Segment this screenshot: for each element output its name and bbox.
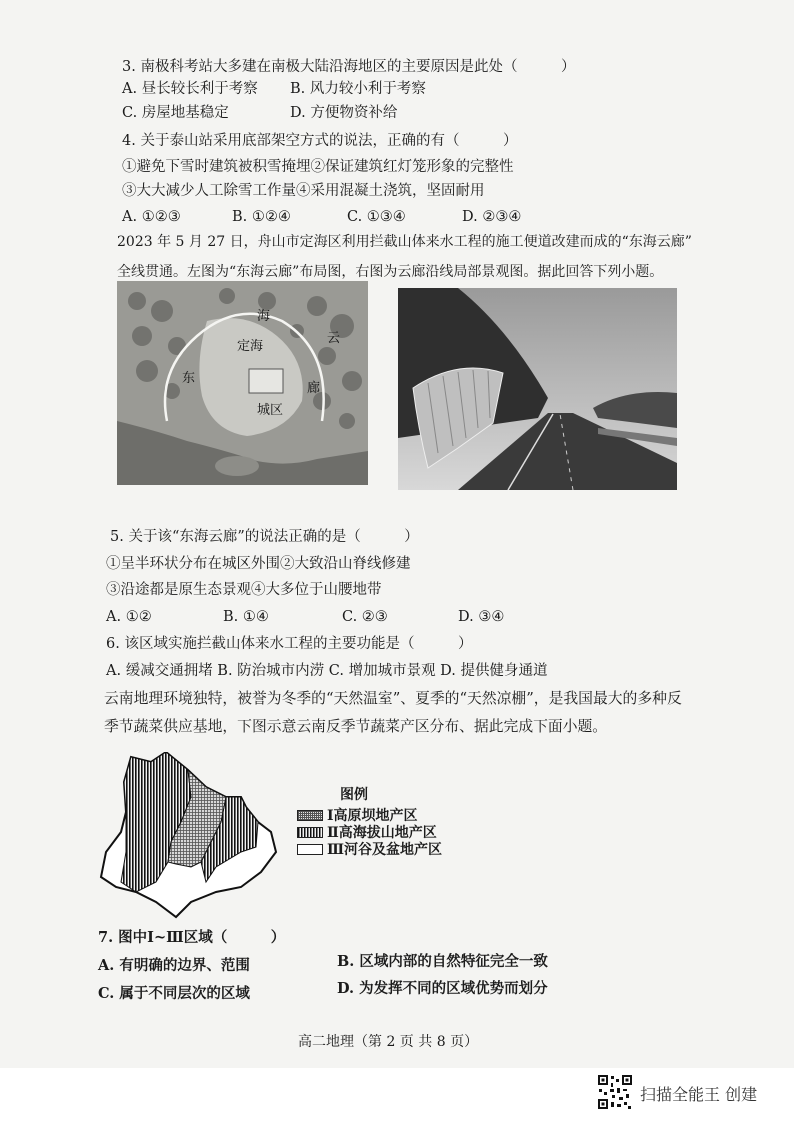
q7-option-a: A. 有明确的边界、范围 [98, 957, 250, 974]
map-label-hai: 海 [257, 309, 271, 324]
q5-statement-1: ①呈半环状分布在城区外围②大致沿山脊线修建 [106, 556, 411, 572]
q4-statement-2: ③大大减少人工除雪工作量④采用混凝土浇筑，坚固耐用 [122, 183, 485, 199]
q6-options: A. 缓减交通拥堵 B. 防治城市内涝 C. 增加城市景观 D. 提供健身通道 [106, 663, 548, 679]
legend-item-valley [297, 839, 442, 859]
legend-title: 图例 [340, 787, 368, 803]
q7-option-d: D. 为发挥不同的区域优势而划分 [337, 980, 548, 997]
scanner-credit: 扫描全能王 创建 [640, 1085, 758, 1104]
map-label-chengqu: 城区 [257, 403, 284, 418]
q5-statement-2: ③沿途都是原生态景观④大多位于山腰地带 [106, 582, 382, 598]
intro2-line2: 全线贯通。左图为“东海云廊”布局图，右图为云廊沿线局部景观图。据此回答下列小题。 [117, 264, 664, 280]
map-label-dinghai: 定海 [237, 339, 264, 354]
q3-stem: 3. 南极科考站大多建在南极大陆沿海地区的主要原因是此处（ ） [122, 59, 576, 75]
q7-stem: 7. 图中Ⅰ~Ⅲ区域（ ） [98, 929, 286, 946]
q6-stem: 6. 该区域实施拦截山体来水工程的主要功能是（ ） [106, 636, 473, 652]
legend-label-2: Ⅱ高海拔山地产区 [327, 825, 437, 841]
q5-option-b: B. ①④ [223, 609, 269, 625]
donghai-yunlang-layout-map [117, 281, 368, 485]
q4-option-d: D. ②③④ [462, 209, 522, 225]
q4-option-a: A. ①②③ [122, 209, 181, 225]
intro3-line2: 季节蔬菜供应基地，下图示意云南反季节蔬菜产区分布、据此完成下面小题。 [104, 718, 608, 735]
layout-map-graphic [117, 281, 368, 485]
legend-swatch-blank [297, 844, 323, 855]
page-footer: 高二地理（第 2 页 共 8 页） [298, 1034, 479, 1050]
q3-option-a: A. 昼长较长利于考察 [122, 81, 258, 97]
landscape-photo-graphic [398, 288, 677, 490]
q3-option-d: D. 方便物资补给 [290, 105, 398, 121]
q5-option-a: A. ①② [106, 609, 152, 625]
q4-statement-1: ①避免下雪时建筑被积雪掩埋②保证建筑红灯笼形象的完整性 [122, 159, 514, 175]
q5-option-d: D. ③④ [458, 609, 505, 625]
legend-label-3: Ⅲ河谷及盆地产区 [327, 842, 443, 858]
legend-swatch-lines [297, 827, 323, 838]
intro3-line1: 云南地理环境独特，被誉为冬季的“天然温室”、夏季的“天然凉棚”，是我国最大的多种反 [104, 690, 682, 707]
map-label-lang: 廊 [307, 381, 321, 396]
q3-option-c: C. 房屋地基稳定 [122, 105, 229, 121]
q7-option-b: B. 区域内部的自然特征完全一致 [337, 953, 548, 970]
q4-option-b: B. ①②④ [232, 209, 291, 225]
legend-swatch-grid [297, 810, 323, 821]
qr-code-icon [597, 1074, 633, 1110]
map-label-dong: 东 [182, 371, 196, 386]
yunnan-vegetable-region-map [96, 752, 284, 922]
q4-option-c: C. ①③④ [347, 209, 406, 225]
map-label-yun: 云 [327, 331, 341, 346]
q3-option-b: B. 风力较小利于考察 [290, 81, 426, 97]
q4-stem: 4. 关于泰山站采用底部架空方式的说法，正确的有（ ） [122, 133, 518, 149]
q5-stem: 5. 关于该“东海云廊”的说法正确的是（ ） [110, 529, 419, 545]
q7-option-c: C. 属于不同层次的区域 [98, 985, 250, 1002]
intro2-line1: 2023 年 5 月 27 日，舟山市定海区利用拦截山体来水工程的施工便道改建而成的“东海云廊” [117, 234, 692, 250]
q5-option-c: C. ②③ [342, 609, 388, 625]
legend-label-1: Ⅰ高原坝地产区 [327, 808, 418, 824]
yunlang-landscape-photo [398, 288, 677, 490]
